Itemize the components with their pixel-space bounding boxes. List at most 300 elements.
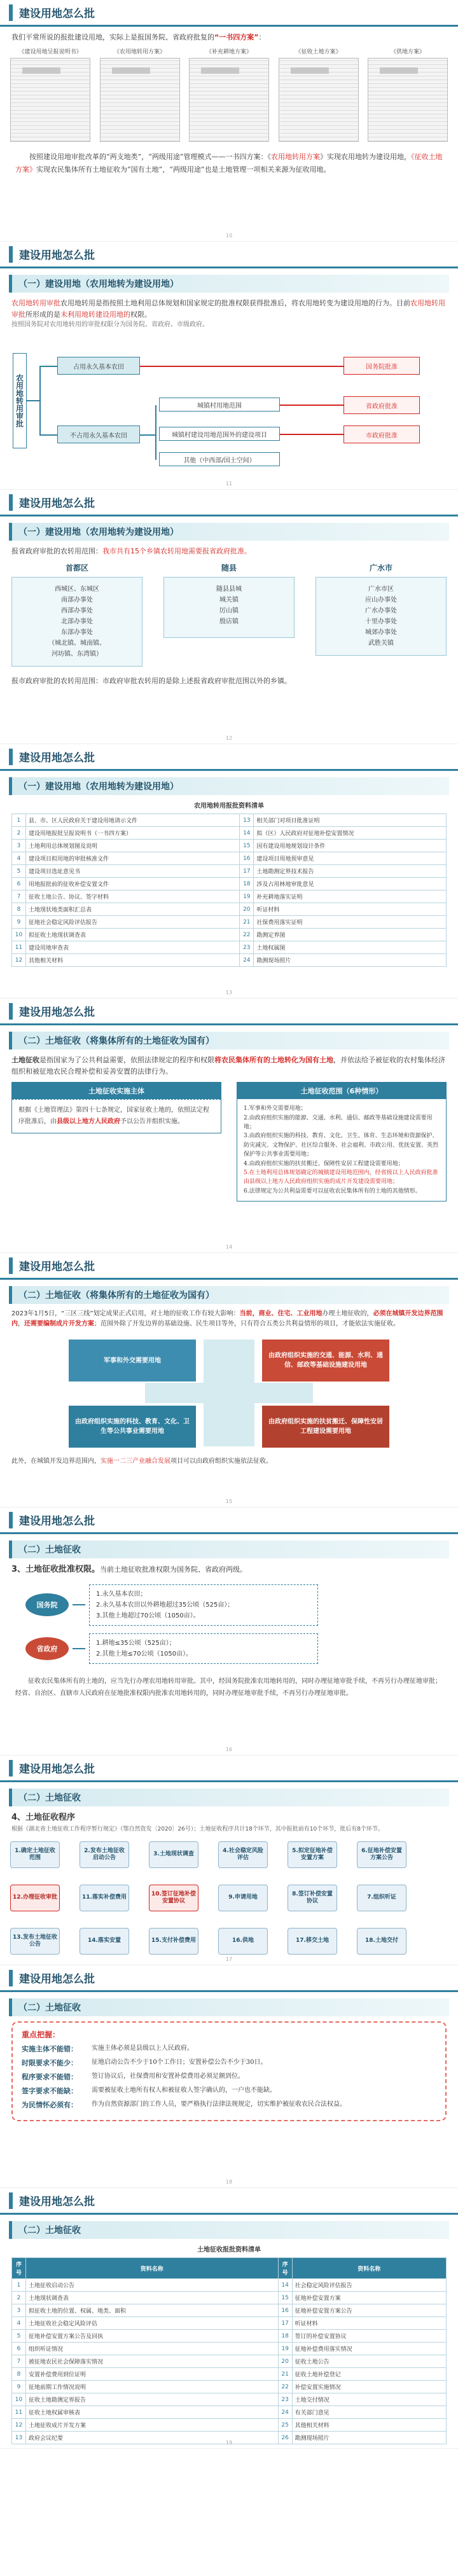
table-cell: 建设项目拟用地的审批核准文件 [26,852,240,865]
region-col-2 [163,562,295,667]
table-row [12,878,447,890]
auth-line: 1.永久基本农田； [96,1590,147,1598]
box-non-permanent: 不占用永久基本农田 [57,426,140,443]
table-cell: 征收土地公告、协议、签字材料 [26,890,240,903]
table-cell: 征收土地权属审核表 [26,2406,279,2419]
photo-caption: 《建设用地呈报说明书》 [18,48,82,55]
header-bar [9,2192,13,2209]
table-row [12,2317,447,2330]
table-row [12,2279,447,2292]
procedure-step-17: 17.移交土地 [288,1928,337,1955]
slide-header [0,1253,458,1280]
red-text: 农用地转用审批 [11,299,60,307]
table-cell: 22 [278,2381,292,2393]
box-city-gov: 市政府批准 [344,426,420,443]
procedure-step-13: 13.发布土地征收公告 [10,1928,60,1955]
procedure-step-16: 16.供地 [218,1928,268,1955]
table-cell: 5 [12,2330,26,2343]
text: 2023年1月5日，“三区三线”划定成果正式启用，对土地的征收工作有较大影响： [11,1310,240,1317]
table-row [12,890,447,903]
expropriation-table-wrap [0,2244,458,2444]
procedure-step-18: 18.土地交付 [357,1928,406,1955]
table-cell: 土地勘测定界技术报告 [254,865,447,878]
procedure-heading [0,1811,458,1825]
text: 除了开发边界的基础设施、民生项目等外，只有符合五类公共利益情形的项目，才能依法实施征收。 [120,1320,399,1327]
procedure-step-6: 6.征地补偿安置方案公告 [357,1841,406,1868]
header-bar [9,1760,13,1776]
section-banner: （二）土地征收（将集体所有的土地征收为国有） [9,1286,449,1304]
table-cell: 4 [12,2317,26,2330]
para-red: 《征收土地方案》 [15,152,443,174]
text: 是指国家为了公共利益需要，依照法律规定的程序和权限 [39,1056,214,1064]
table-cell: 14 [278,2279,292,2292]
section-banner: （一）建设用地（农用地转为建设用地） [9,777,449,795]
page-number: 18 [225,2179,233,2185]
document-image [100,58,180,142]
red-text: 当前，商业、住宅、工业用地 [239,1310,323,1317]
procedure-step-5: 5.拟定征地补偿安置方案 [288,1841,337,1868]
explain-paragraph [0,146,458,183]
table-cell: 征地补偿安置方案公告及回执 [26,2330,279,2343]
slide-header [0,0,458,27]
document-image [10,58,90,142]
text: 根据《土地管理法》第四十七条规定，国家征收土地的，依照法定程序批准后，由 [18,1107,209,1126]
panel-body [12,1099,221,1133]
table-cell: 土地征收启动公告 [26,2279,279,2292]
table-cell: 国有建设用地规划设计条件 [254,840,447,852]
table-cell: 17 [278,2317,292,2330]
table-cell: 24 [278,2406,292,2419]
header-bar [9,1257,13,1274]
panel-body [237,1099,446,1201]
table-row [12,2304,447,2317]
table-cell: 14 [240,827,254,840]
red-text: 农用地转用审批 [11,299,445,319]
heading: 4、土地征收程序 [11,1813,76,1822]
table-cell: 社保费用落实证明 [254,916,447,929]
slide-4 [0,744,458,999]
quad-item-4: 由政府组织实施的扶贫搬迁、保障性安居工程建设需要用地 [262,1406,389,1448]
slide-10 [0,2188,458,2449]
procedure-step-7: 7.组织听证 [357,1885,406,1911]
page-number: 10 [225,233,233,239]
procedure-intro: 根据《湖北省土地征收工作程序暂行规定》（鄂自然资发〔2020〕26号）；土地征收程序共计18个环节，其中报批前有10个环节，批后有8个环节。 [11,1825,384,1832]
slide-header [0,1755,458,1782]
header-title: 建设用地怎么批 [19,1261,95,1273]
key-value: 作为自然资源部门的工作人员，要严格执行法律法规规定，切实维护被征收农民合法权益。 [92,2101,346,2108]
box-state-council: 国务院批准 [344,357,420,375]
table-cell: 13 [12,2432,26,2444]
slide-8 [0,1755,458,1965]
table-row [12,827,447,840]
scope-item: 5.在土地利用总体规划确定的城镇建设用地范围内，经省级以上人民政府批准由县级以上地方人民政府组织实施的成片开发建设需要用地； [244,1169,438,1186]
scope-item: 4.由政府组织实施的扶贫搬迁、保障性安居工程建设需要用地； [244,1160,404,1167]
auth-oval: 国务院 [25,1593,69,1616]
table-cell: 征收土地公告 [292,2355,446,2368]
table-cell: 15 [278,2292,292,2304]
slide-5 [0,999,458,1253]
connector [280,405,344,406]
document-image [279,58,359,142]
auth-line: 2.其他土地≤70公顷（1050亩）。 [96,1650,193,1658]
table-row [12,2355,447,2368]
procedure-flow [10,1839,448,1965]
slide-header [0,490,458,516]
region-col-1 [11,562,142,667]
scope-item: 2.由政府组织实施的能源、交通、水利、通信、邮政等基础设施建设需要用地； [244,1114,433,1130]
table-cell: 拟（区）人民政府对征地补偿安置情况 [254,827,447,840]
header-title: 建设用地怎么批 [19,249,95,262]
table-cell: 征地补偿安置方案公告 [292,2304,446,2317]
authority-text: 按照国务院对农用地转用的审批权限分为国务院、省政府、市级政府。 [11,321,209,329]
header-title: 建设用地怎么批 [19,8,95,20]
table-cell: 土地征收社会稳定风险评估 [26,2317,279,2330]
key-label: 实施主体不能错： [22,2045,78,2053]
table-cell: 16 [278,2304,292,2317]
table-cell: 安置补偿费用到位证明 [26,2368,279,2381]
table-cell: 组织听证情况 [26,2343,279,2355]
auth-provincial [25,1633,447,1664]
red-text: 将农民集体所有的土地转化为国有土地 [214,1056,333,1064]
expropriation-table [11,2257,447,2444]
table-cell: 其他相关材料 [292,2419,446,2432]
header-title: 建设用地怎么批 [19,1973,95,1986]
key-row [22,2044,436,2054]
table-cell: 用地报批前的征收补偿安置文件 [26,878,240,890]
key-row [22,2100,436,2110]
connector [280,434,344,435]
intro-text-end: ： [258,33,266,41]
procedure-step-2: 2.发布土地征收启动公告 [80,1841,129,1868]
region-head: 广水市 [369,563,392,572]
slide-1 [0,0,458,242]
text: ， [18,1320,24,1327]
auth-line: 3.其他土地超过70公顷（1050亩）。 [96,1612,200,1619]
page-number: 19 [225,2440,233,2446]
procedure-step-14: 14.落实安置 [80,1928,129,1955]
table-cell: 建设用地报批呈报说明书（一书四方案） [26,827,240,840]
table-cell: 26 [278,2432,292,2444]
auth-line: 2.永久基本农田以外耕地超过35公顷（525亩）； [96,1601,234,1609]
slide-header [0,999,458,1025]
text: 所形成的是 [25,310,60,319]
scope-item: 1.军事和外交需要用地； [244,1105,307,1112]
connector [39,366,57,367]
page-number: 16 [225,1747,233,1752]
connector [155,405,156,460]
table-cell: 社会稳定风险评估报告 [292,2279,446,2292]
key-row [22,2086,436,2096]
table-cell: 征收土地补偿登记 [292,2368,446,2381]
connector [140,366,344,367]
definition-text [0,298,458,320]
diagram-root-label: 农用地转用审批 [13,353,27,448]
approval-diagram [9,334,449,464]
table-cell: 10 [12,2393,26,2406]
slide-9 [0,1965,458,2188]
para-part: 按照建设用地审批改革的“两支地类”，“两级用途”管理模式——一书四方案：《 [29,152,271,161]
table-cell: 21 [240,916,254,929]
document-image [189,58,269,142]
header-bar [9,749,13,765]
table-cell: 19 [240,890,254,903]
section-banner: （一）建设用地（农用地转为建设用地） [9,275,449,293]
table-cell: 18 [240,878,254,890]
slide-header [0,1507,458,1534]
table-cell: 征地补偿费用落实情况 [292,2343,446,2355]
authority-heading [0,1563,458,1577]
table-cell: 被征地农民社会保障落实情况 [26,2355,279,2368]
key-label: 程序要求不能错： [22,2073,78,2081]
slide-6 [0,1253,458,1507]
text: 予以公告并组织实施。 [120,1118,184,1126]
table-cell: 政府会议纪要 [26,2432,279,2444]
table-cell: 7 [12,890,26,903]
text: 办理土地征收的， [322,1310,373,1317]
table-cell: 20 [240,903,254,916]
table-title: 土地征收报批资料清单 [197,2247,261,2254]
slide-header [0,1965,458,1992]
materials-table-wrap [0,800,458,967]
table-row [12,840,447,852]
table-cell: 15 [240,840,254,852]
table-cell: 建设项目用地预审意见 [254,852,447,865]
slide-7 [0,1507,458,1755]
table-row [12,2343,447,2355]
table-cell: 县、市、区人民政府关于建设用地请示文件 [26,814,240,827]
table-cell: 4 [12,852,26,865]
quad-item-3: 由政府组织实施的科技、教育、文化、卫生等公共事业需要用地 [69,1406,196,1448]
header-bar [9,494,13,511]
table-cell: 土地权属图 [254,941,447,954]
table-cell: 土地征收成片开发方案 [26,2419,279,2432]
procedure-step-15: 15.支付补偿费用 [149,1928,198,1955]
slide-2 [0,242,458,490]
text: 农用地转用是指按照土地利用总体规划和国家规定的批准权限获得批准后，将农用地转变为建设用地的行为。目前 [60,299,410,307]
header-bar [9,1970,13,1986]
header-bar [9,1512,13,1528]
key-value: 实施主体必须是县级以上人民政府。 [92,2045,193,2052]
table-cell: 2 [12,2292,26,2304]
table-cell: 补充耕地落实证明 [254,890,447,903]
key-title: 重点把握： [22,2030,60,2039]
table-cell: 12 [12,2419,26,2432]
table-cell: 13 [240,814,254,827]
expropriation-definition [0,1055,458,1077]
connector [140,434,155,436]
region-list: 广水市区 应山办事处 广水办事处 十里办事处 城郊办事处 武胜关镇 [316,577,447,656]
key-label: 签字要求不能缺： [22,2087,78,2095]
table-cell: 22 [240,929,254,941]
table-cell: 10 [12,929,26,941]
photo-1 [10,47,90,142]
table-cell: 9 [12,2381,26,2393]
section-banner: （二）土地征收（将集体所有的土地征收为国有） [9,1032,449,1049]
table-cell: 12 [12,954,26,967]
city-scope-text: 报市政府审批的农转用范围：市政府审批农转用的是除上述报省政府审批范围以外的乡镇。 [11,676,291,685]
slide-header [0,744,458,771]
section-banner: （二）土地征收 [9,1541,449,1558]
procedure-step-4: 4.社会稳定风险评估 [218,1841,268,1868]
arrow [73,1648,85,1649]
photo-5 [368,47,448,142]
table-cell: 11 [12,2406,26,2419]
table-cell: 5 [12,865,26,878]
table-cell: 签订的补偿安置协议 [292,2330,446,2343]
table-row [12,916,447,929]
table-cell: 涉及占用林地审批意见 [254,878,447,890]
page-number: 17 [225,1956,233,1962]
table-cell: 勘测现场照片 [254,954,447,967]
term: 土地征收 [11,1056,39,1064]
photo-2 [100,47,180,142]
text: 项目可以由政府组织实施依法征收。 [170,1458,272,1465]
table-cell: 11 [12,941,26,954]
table-cell: 勘测定界图 [254,929,447,941]
page-number: 11 [225,481,233,487]
para-red: 农用地转用方案 [271,152,320,161]
materials-table [11,814,447,967]
intro-text-red: “一书四方案” [214,33,259,41]
table-cell: 征地补偿安置方案 [292,2292,446,2304]
table-cell: 1 [12,814,26,827]
table-cell: 3 [12,840,26,852]
table-cell: 17 [240,865,254,878]
box-permanent-farmland: 占用永久基本农田 [57,357,140,375]
table-header-cell: 序号 [12,2258,26,2279]
heading: 3、土地征收批准权限。 [11,1565,101,1574]
public-interest-quad [11,1336,447,1450]
red-text: 必须在城镇开发边界范围内 [11,1310,443,1327]
auth-line: 1.耕地≤35公顷（525亩）； [96,1639,176,1647]
table-cell: 8 [12,903,26,916]
region-head: 随县 [221,563,237,572]
table-cell: 25 [278,2419,292,2432]
table-cell: 21 [278,2368,292,2381]
text: 当前土地征收批准权限为国务院、省政府两级。 [100,1565,247,1574]
key-value: 签订协议后，社保费用和安置补偿费用必须足额到位。 [92,2073,244,2080]
table-row [12,2406,447,2419]
procedure-step-1: 1.确定土地征收范围 [10,1841,60,1868]
slide-header [0,2188,458,2215]
red-text: 还需要编制成片开发方案 [24,1320,94,1327]
table-cell: 16 [240,852,254,865]
auth-detail [89,1633,318,1664]
photo-caption: 《供地方案》 [390,48,425,55]
table-cell: 9 [12,916,26,929]
table-row [12,2292,447,2304]
procedure-step-8: 8.签订补偿安置协议 [288,1885,337,1911]
procedure-step-3: 3.土地现状调查 [149,1841,198,1868]
connector [27,400,39,401]
table-cell: 征地前期工作情况说明 [26,2381,279,2393]
scope-item: 3.由政府组织实施的科技、教育、文化、卫生、体育、生态环境和资源保护、防灾减灾、文物保护、社区综合服务、社会福利、市政公用、优抚安置、英烈保护等公共事业需要用地； [244,1133,439,1158]
table-header-cell: 序号 [278,2258,292,2279]
table-cell: 土地现状调查表 [26,2292,279,2304]
auth-oval: 省政府 [25,1637,69,1660]
table-row [12,852,447,865]
header-title: 建设用地怎么批 [19,1515,95,1528]
region-col-3 [316,562,447,667]
table-cell: 土地交付情况 [292,2393,446,2406]
table-cell: 听证材料 [254,903,447,916]
region-head: 首都区 [65,563,88,572]
page-number: 12 [225,735,233,741]
red-text: 实施一二三产业融合发展 [101,1458,170,1465]
header-title: 建设用地怎么批 [19,497,95,510]
section-banner: （一）建设用地（农用地转为建设用地） [9,523,449,541]
text: 此外，在城镇开发边界范围内， [11,1458,101,1465]
scope-panel [237,1082,447,1201]
table-cell: 18 [278,2330,292,2343]
connector [39,434,57,436]
key-value: 需要被征收土地所有权人和被征收人签字确认的，一户也不能缺。 [92,2087,276,2094]
table-cell: 23 [240,941,254,954]
box-urban-scope: 城镇村用地范围 [159,398,280,412]
key-label: 时限要求不能少： [22,2059,78,2067]
header-title: 建设用地怎么批 [19,1006,95,1019]
box-outside-scope: 城镇村建设用地范围外的建设项目 [159,427,280,441]
slide-3 [0,490,458,744]
key-row [22,2072,436,2082]
header-title: 建设用地怎么批 [19,752,95,765]
page-number: 14 [225,1244,233,1250]
table-cell: 23 [278,2393,292,2406]
quad-item-1: 军事和外交需要用地 [69,1340,196,1381]
panel-head: 土地征收范围（6种情形） [237,1083,446,1099]
box-provincial-gov: 省政府批准 [344,396,420,414]
procedure-step-12: 12.办理征收审批 [10,1885,60,1911]
page-number: 15 [225,1499,233,1504]
note-text [0,1457,458,1467]
region-list: 随县县城 城关镇 厉山镇 殷店镇 [163,577,295,638]
intro-text [0,32,458,43]
table-title: 农用地转用报批资料清单 [194,803,264,810]
photo-3 [189,47,269,142]
table-row [12,2393,447,2406]
table-cell: 2 [12,827,26,840]
authority-paragraph: 征收农民集体所有的土地的，应当先行办理农用地转用审批。其中，经国务院批准农用地转用的，同时办理征地审批手续，不再另行办理征地审批；经省、自治区、直辖市人民政府在征地批准权限内批准农用地转用的，同时办理征地审批手续，不再另行办理征地审批。 [15,1677,441,1697]
photo-caption: 《补充耕地方案》 [205,48,252,55]
section-banner: （二）土地征收 [9,1998,449,2016]
table-cell: 补偿安置实施情况 [292,2381,446,2393]
table-cell: 勘测现场照片 [292,2432,446,2444]
red-text: 我市共有15个乡镇农转用地需要报省政府批准。 [102,547,251,555]
table-row [12,2330,447,2343]
table-cell: 20 [278,2355,292,2368]
provincial-scope-text [0,546,458,557]
auth-detail [89,1584,318,1626]
text: ，并依法给予被征收的农村集体经济组织和被征地农民合理补偿和妥善安置的法律行为。 [11,1056,445,1076]
table-row [12,954,447,967]
table-cell: 19 [278,2343,292,2355]
table-row [12,814,447,827]
section-banner: （二）土地征收 [9,2221,449,2239]
document-image [368,58,448,142]
table-cell: 听证材料 [292,2317,446,2330]
table-row [12,2368,447,2381]
intro-text-main: 我们平常所说的报批建设用地，实际上是报国务院、省政府批复的 [11,33,214,41]
key-points-box [11,2021,447,2121]
header-title: 建设用地怎么批 [19,2196,95,2208]
table-cell: 拟征收土地的位置、权属、地类、面积 [26,2304,279,2317]
text: 权限。 [130,310,151,319]
table-cell: 征收土地勘测定界报告 [26,2393,279,2406]
key-label: 为民情怀必须有： [22,2101,78,2109]
table-row [12,865,447,878]
table-cell: 征地社会稳定风险评估报告 [26,916,240,929]
procedure-step-9: 9.申请用地 [218,1885,268,1911]
